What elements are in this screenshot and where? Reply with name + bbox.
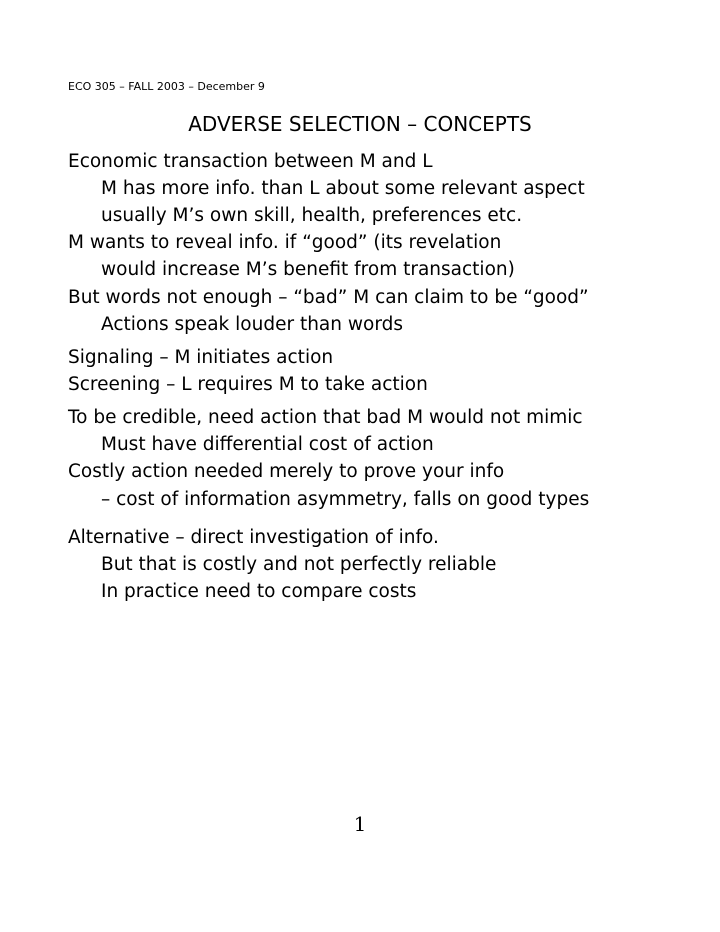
body-line-indented: Actions speak louder than words: [101, 314, 403, 335]
body-line-indented: – cost of information asymmetry, falls on good types: [101, 489, 590, 510]
body-line-indented: In practice need to compare costs: [101, 581, 417, 602]
body-line: To be credible, need action that bad M would not mimic: [68, 407, 583, 428]
body-line: M wants to reveal info. if “good” (its revelation: [68, 232, 502, 253]
body-line: Signaling – M initiates action: [68, 347, 334, 368]
body-line-indented: usually M’s own skill, health, preferences etc.: [101, 205, 523, 226]
slide-header: ECO 305 – FALL 2003 – December 9: [68, 80, 265, 93]
body-line: Costly action needed merely to prove your info: [68, 461, 505, 482]
body-line-indented: M has more info. than L about some relevant aspect: [101, 178, 585, 199]
body-line: But words not enough – “bad” M can claim to be “good”: [68, 287, 589, 308]
body-line-indented: But that is costly and not perfectly reliable: [101, 554, 497, 575]
body-line-indented: Must have differential cost of action: [101, 434, 434, 455]
body-line: Alternative – direct investigation of info.: [68, 527, 439, 548]
page-number: 1: [353, 812, 367, 836]
slide-title: ADVERSE SELECTION – CONCEPTS: [188, 112, 532, 136]
body-line-indented: would increase M’s benefit from transaction): [101, 259, 515, 280]
body-line: Economic transaction between M and L: [68, 151, 433, 172]
body-line: Screening – L requires M to take action: [68, 374, 428, 395]
